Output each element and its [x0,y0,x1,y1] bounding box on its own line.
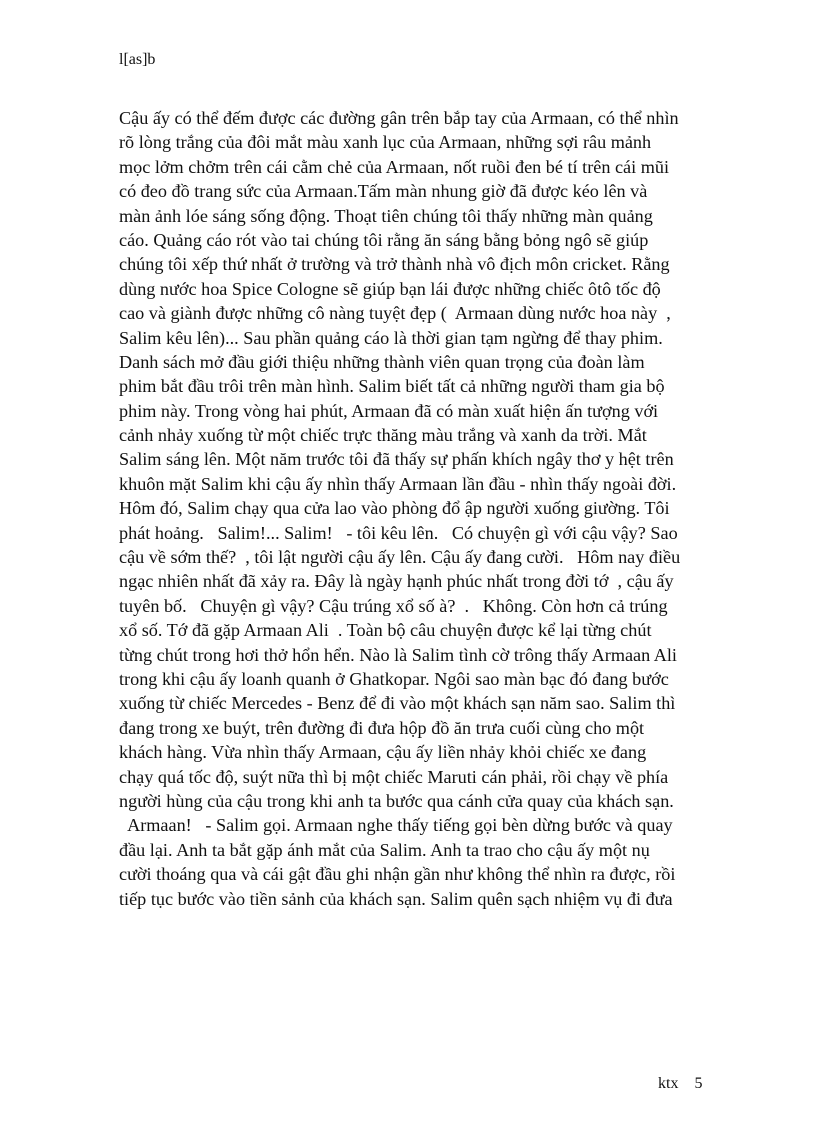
text-line: Armaan! - Salim gọi. Armaan nghe thấy tiếng gọi bèn dừng bước và quay [119,815,673,836]
body-text [119,106,719,911]
text-line: Salim kêu lên)... Sau phần quảng cáo là thời gian tạm ngừng để thay phim. [119,327,663,348]
text-line: cười thoáng qua và cái gật đầu ghi nhận gần như không thể nhìn ra được, rồi [119,864,676,885]
text-line: màn ảnh lóe sáng sống động. Thoạt tiên chúng tôi thấy những màn quảng [119,205,653,226]
page-footer [650,1054,702,1094]
text-line: khuôn mặt Salim khi cậu ấy nhìn thấy Armaan lần đầu - nhìn thấy ngoài đời. [119,473,677,494]
text-line: người hùng của cậu trong khi anh ta bước qua cánh cửa quay của khách sạn. [119,790,674,811]
text-line: phim này. Trong vòng hai phút, Armaan đã có màn xuất hiện ấn tượng với [119,400,659,421]
text-line: đầu lại. Anh ta bắt gặp ánh mắt của Salim. Anh ta trao cho cậu ấy một nụ [119,839,650,860]
text-line: dùng nước hoa Spice Cologne sẽ giúp bạn lái được những chiếc ôtô tốc độ [119,278,661,299]
text-line: mọc lởm chởm trên cái cằm chẻ của Armaan, nốt ruồi đen bé tí trên cái mũi [119,156,670,177]
text-line: ngạc nhiên nhất đã xảy ra. Đây là ngày hạnh phúc nhất trong đời tớ , cậu ấy [119,571,674,592]
text-line: đang trong xe buýt, trên đường đi đưa hộp đồ ăn trưa cuối cùng cho một [119,717,645,738]
text-line: chạy quá tốc độ, suýt nữa thì bị một chiếc Maruti cán phải, rồi chạy về phía [119,766,669,787]
text-line: khách hàng. Vừa nhìn thấy Armaan, cậu ấy liền nhảy khỏi chiếc xe đang [119,742,647,763]
text-line: tuyên bố. Chuyện gì vậy? Cậu trúng xổ số à? . Không. Còn hơn cả trúng [119,595,668,616]
text-line: Salim sáng lên. Một năm trước tôi đã thấy sự phấn khích ngây thơ y hệt trên [119,449,674,470]
footer-label: ktx [658,1075,679,1092]
text-line: xổ số. Tớ đã gặp Armaan Ali . Toàn bộ câu chuyện được kể lại từng chút [119,620,652,641]
text-line: tiếp tục bước vào tiền sảnh của khách sạn. Salim quên sạch nhiệm vụ đi đưa [119,888,673,909]
text-line: có đeo đồ trang sức của Armaan.Tấm màn nhung giờ đã được kéo lên và [119,181,648,202]
text-line: trong khi cậu ấy loanh quanh ở Ghatkopar. Ngôi sao màn bạc đó đang bước [119,668,669,689]
text-line: Hôm đó, Salim chạy qua cửa lao vào phòng đổ ập người xuống giường. Tôi [119,498,670,519]
text-line: từng chút trong hơi thở hổn hển. Nào là Salim tình cờ trông thấy Armaan Ali [119,644,677,665]
page-number: 5 [694,1075,703,1092]
text-line: xuống từ chiếc Mercedes - Benz để đi vào một khách sạn năm sao. Salim thì [119,693,676,714]
text-line: chúng tôi xếp thứ nhất ở trường và trở thành nhà vô địch môn cricket. Rằng [119,254,670,275]
page-header: l[as]b [119,51,156,68]
text-line: rõ lòng trắng của đôi mắt màu xanh lục của Armaan, những sợi râu mảnh [119,132,652,153]
text-line: cậu về sớm thế? , tôi lật người cậu ấy lên. Cậu ấy đang cười. Hôm nay điều [119,547,681,568]
text-line: Danh sách mở đầu giới thiệu những thành viên quan trọng của đoàn làm [119,351,645,372]
text-line: phát hoảng. Salim!... Salim! - tôi kêu lên. Có chuyện gì với cậu vậy? Sao [119,522,678,543]
text-line: Cậu ấy có thể đếm được các đường gân trên bắp tay của Armaan, có thể nhìn [119,108,679,128]
text-line: cáo. Quảng cáo rót vào tai chúng tôi rằng ăn sáng bằng bỏng ngô sẽ giúp [119,229,649,250]
text-line: phim bắt đầu trôi trên màn hình. Salim biết tất cả những người tham gia bộ [119,376,665,397]
text-line: cảnh nhảy xuống từ một chiếc trực thăng màu trắng và xanh da trời. Mắt [119,425,647,446]
text-line: cao và giành được những cô nàng tuyệt đẹp ( Armaan dùng nước hoa này , [119,303,671,324]
